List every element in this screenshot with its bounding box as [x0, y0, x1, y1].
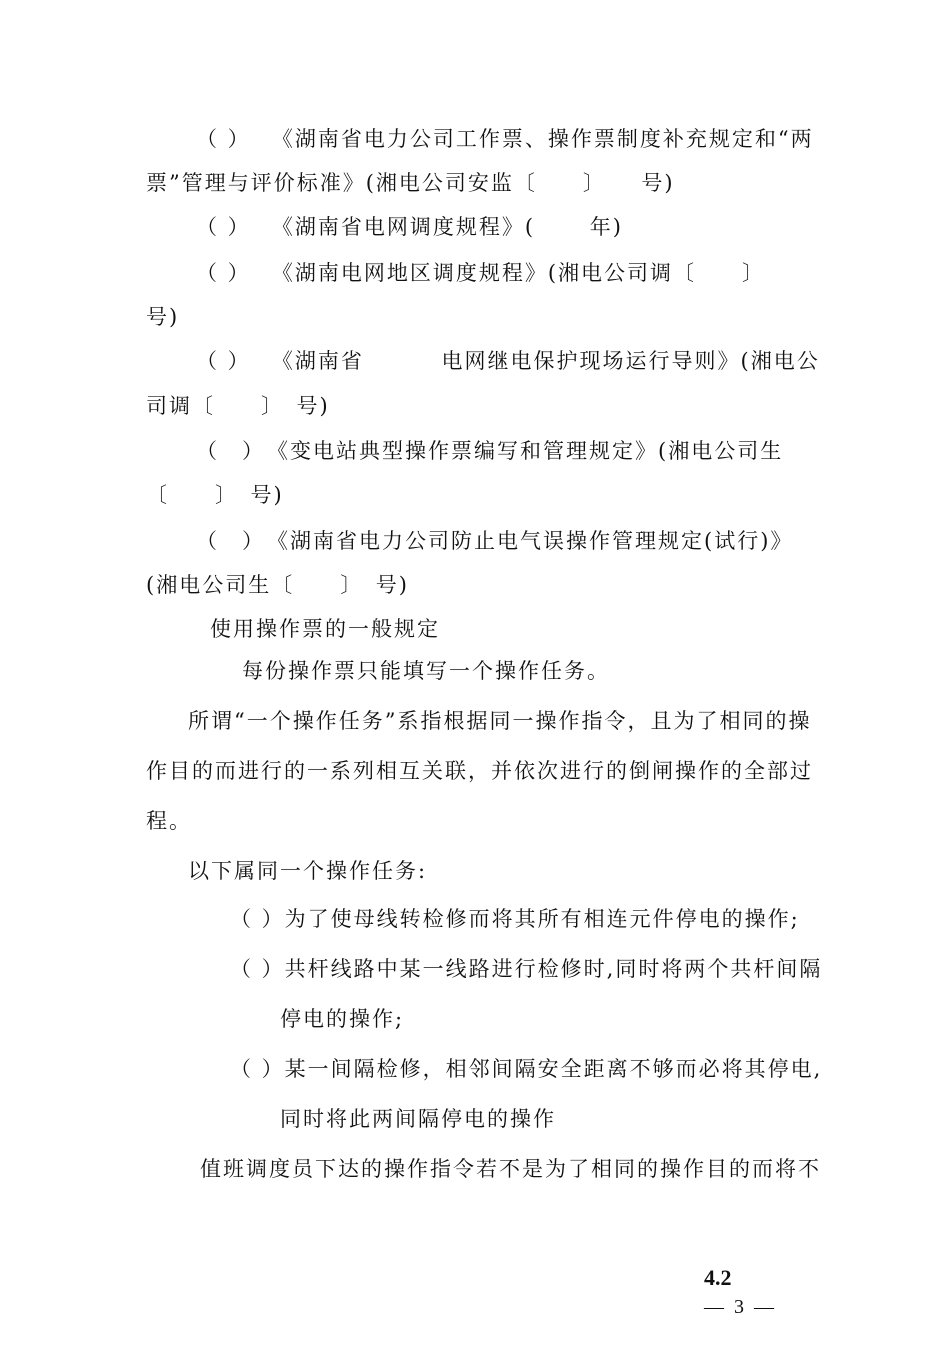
list-item-continuation: 停电的操作; [280, 1007, 405, 1031]
list-item: （ ）某一间隔检修，相邻间隔安全距离不够而必将其停电, [230, 1057, 823, 1081]
text-line: 司调〔 〕 号) [146, 394, 330, 418]
text-line: （ ） 《湖南省 电网继电保护现场运行导则》(湘电公 [196, 349, 820, 373]
text-line: （ ） 《变电站典型操作票编写和管理规定》(湘电公司生 [196, 439, 784, 463]
text-line: 值班调度员下达的操作指令若不是为了相同的操作目的而将不 [200, 1157, 821, 1181]
text-line: 所谓“一个操作任务”系指根据同一操作指令，且为了相同的操 [188, 709, 812, 733]
text-line: 作目的而进行的一系列相互关联，并依次进行的倒闸操作的全部过 [146, 759, 813, 783]
list-item: （ ）共杆线路中某一线路进行检修时,同时将两个共杆间隔 [230, 957, 823, 981]
page-number: — 3 — [704, 1296, 774, 1318]
text-line: (湘电公司生〔 〕 号) [146, 573, 409, 597]
text-line: 〔 〕 号) [146, 483, 284, 507]
text-line: 号) [146, 305, 180, 329]
text-line: 票”管理与评价标准》(湘电公司安监〔 〕 号) [146, 171, 675, 195]
section-heading: 使用操作票的一般规定 [210, 617, 440, 641]
text-line: 每份操作票只能填写一个操作任务。 [242, 659, 610, 683]
text-line: （ ） 《湖南电网地区调度规程》(湘电公司调〔 〕 [196, 261, 766, 285]
text-line: 以下属同一个操作任务: [188, 859, 428, 883]
page-footer [684, 1236, 774, 1349]
text-line: 程。 [146, 809, 192, 833]
text-line: （ ） 《湖南省电力公司防止电气误操作管理规定(试行)》 [196, 529, 794, 553]
section-number: 4.2 [704, 1265, 732, 1290]
text-line: （ ） 《湖南省电网调度规程》( 年) [196, 215, 623, 239]
text-line: （ ） 《湖南省电力公司工作票、操作票制度补充规定和“两 [196, 127, 814, 151]
list-item: （ ）为了使母线转检修而将其所有相连元件停电的操作; [230, 907, 800, 931]
list-item-continuation: 同时将此两间隔停电的操作 [280, 1107, 556, 1131]
